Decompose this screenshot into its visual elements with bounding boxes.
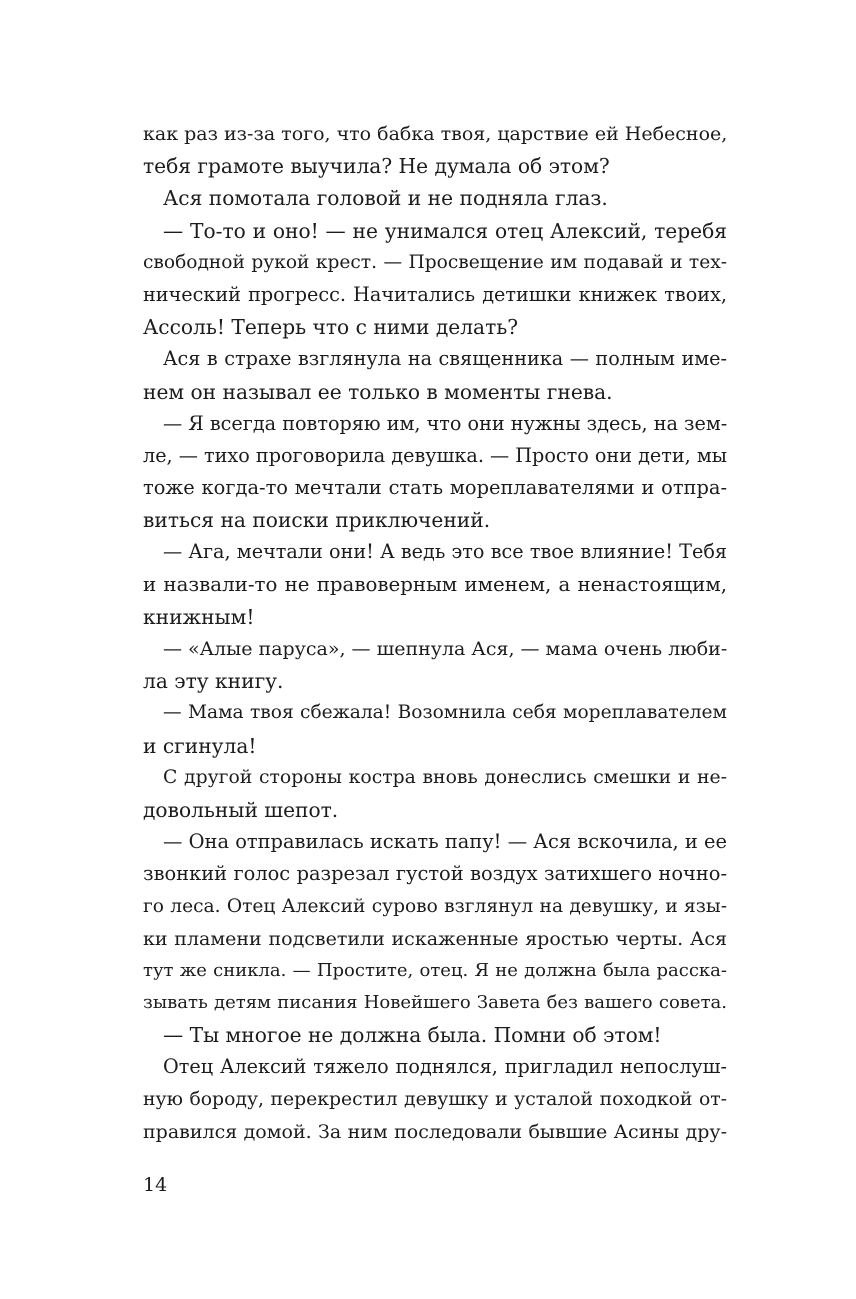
text-line: свободной рукой крест. — Просвещение им подавай и тех- [143,251,727,273]
text-line: — То-то и оно! — не унимался отец Алексий, теребя [163,218,727,243]
text-line: — Ты многое не должна была. Помни об этом! [163,1023,662,1048]
text-line: тоже когда-то мечтали стать мореплавателями и отпра- [143,476,727,500]
text-line: — Ага, мечтали они! А ведь это все твое влияние! Тебя [163,540,727,564]
text-line: и назвали-то не правоверным именем, а ненастоящим, [143,572,727,596]
text-line: ную бороду, перекрестил девушку и усталой походкой от- [143,1088,727,1110]
text-line: и сгинула! [143,733,257,758]
text-line: го леса. Отец Алексий сурово взглянул на девушку, и язы- [143,895,727,917]
text-line: Ася в страхе взглянула на священника — полным име- [163,347,727,371]
text-line: ки пламени подсветили искаженные яростью черты. Ася [143,927,727,950]
text-line: — Она отправилась искать папу! — Ася вскочила, и ее [163,830,727,854]
text-line: — Я всегда повторяю им, что они нужны здесь, на зем- [163,411,728,435]
text-line: тебя грамоте выучила? Не думала об этом? [143,154,610,179]
text-line: звонкий голос разрезал густой воздух затихшего ночно- [143,862,727,886]
text-line: нический прогресс. Начитались детишки книжек твоих, [143,282,727,306]
text-line: Отец Алексий тяжело поднялся, пригладил непослуш- [163,1055,727,1079]
text-line: правился домой. За ним последовали бывшие Асины дру- [143,1120,727,1143]
text-line: как раз из-за того, что бабка твоя, царствие ей Небесное, [143,123,728,145]
text-line: виться на поиски приключений. [143,508,491,533]
text-line: — Мама твоя сбежала! Возомнила себя мореплавателем [163,702,727,724]
text-line: ле, — тихо проговорила девушка. — Просто они дети, мы [143,443,728,467]
text-line: Ася помотала головой и не подняла глаз. [163,186,608,211]
text-line: книжным! [143,604,255,629]
text-line: С другой стороны костра вновь донеслись смешки и не- [163,766,727,788]
text-line: Ассоль! Теперь что с ними делать? [143,315,519,340]
page-number: 14 [143,1174,168,1196]
text-line: зывать детям писания Новейшего Завета без вашего совета. [143,992,727,1014]
text-line: довольный шепот. [143,797,339,822]
text-line: — «Алые паруса», — шепнула Ася, — мама очень люби- [163,638,728,660]
text-line: ла эту книгу. [143,669,284,694]
text-line: тут же сникла. — Простите, отец. Я не должна была расска- [143,959,727,981]
text-line: нем он называл ее только в моменты гнева. [143,379,613,404]
body-text [143,118,727,1148]
